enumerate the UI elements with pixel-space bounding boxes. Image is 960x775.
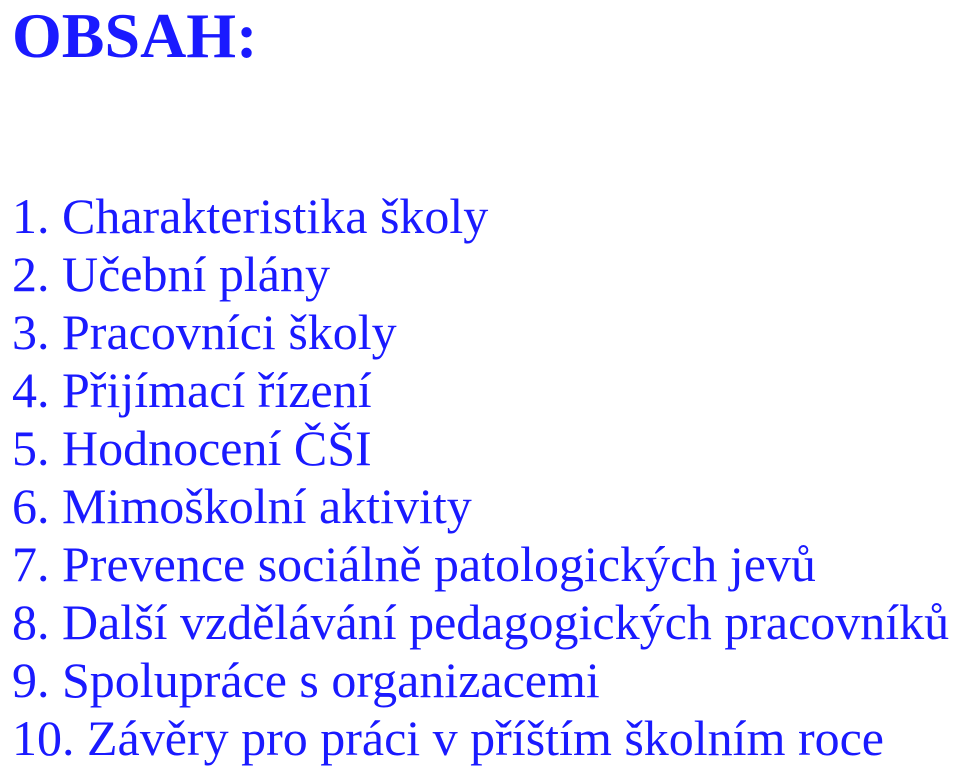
toc-item-5: 5. Hodnocení ČŠI bbox=[12, 420, 372, 476]
toc-item-10: 10. Závěry pro práci v příštím školním roce bbox=[12, 710, 884, 766]
toc-item-1: 1. Charakteristika školy bbox=[12, 188, 489, 244]
page-title: OBSAH: bbox=[12, 0, 258, 71]
toc-item-9: 9. Spolupráce s organizacemi bbox=[12, 652, 600, 708]
toc-item-4: 4. Přijímací řízení bbox=[12, 362, 372, 418]
toc-item-8: 8. Další vzdělávání pedagogických pracovníků bbox=[12, 594, 950, 650]
toc-item-3: 3. Pracovníci školy bbox=[12, 304, 397, 360]
table-of-contents bbox=[12, 187, 949, 767]
toc-item-6: 6. Mimoškolní aktivity bbox=[12, 478, 472, 534]
toc-item-2: 2. Učební plány bbox=[12, 246, 330, 302]
toc-item-7: 7. Prevence sociálně patologických jevů bbox=[12, 536, 816, 592]
